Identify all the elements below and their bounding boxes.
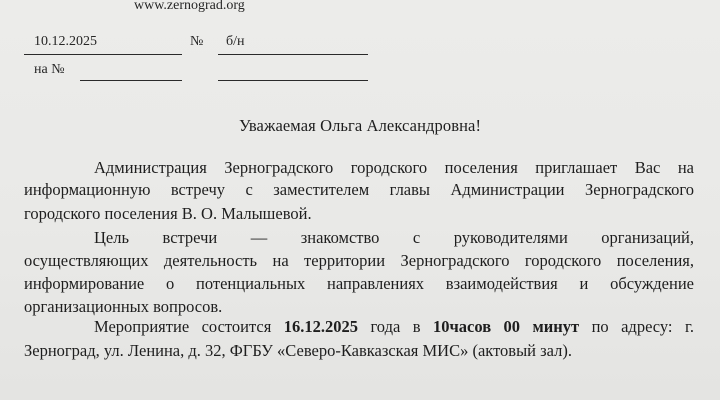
letter-greeting: Уважаемая Ольга Александровна! (238, 116, 482, 135)
paragraph-3-line-2: Зерноград, ул. Ленина, д. 32, ФГБУ «Северо-Кавказская МИС» (актовый зал). (24, 341, 572, 360)
paragraph-2-line-1: Цель встречи — знакомство с руководителями организаций, (94, 228, 694, 247)
date-underline (24, 54, 182, 55)
number-value: б/н (226, 34, 245, 49)
paragraph-3-line-1 (24, 317, 694, 337)
number-underline (218, 54, 368, 55)
website-url: www.zernograd.org (134, 0, 245, 13)
paragraph-2-line-2: осуществляющих деятельность на территории Зерноградского городского поселения, (24, 251, 694, 270)
number-label: № (190, 34, 204, 49)
letter-date: 10.12.2025 (34, 34, 97, 49)
reference-number-underline (218, 80, 368, 81)
paragraph-2-line-3: информирование о потенциальных направлениях взаимодействия и обсуждение (24, 274, 694, 293)
event-intro: Мероприятие состоится (94, 317, 284, 336)
event-connector: года в (358, 317, 433, 336)
paragraph-2-line-4: организационных вопросов. (24, 297, 223, 316)
paragraph-1-line-2: информационную встречу с заместителем главы Администрации Зерноградского (24, 180, 694, 199)
event-date: 16.12.2025 (283, 317, 358, 336)
event-address-lead: по адресу: г. (579, 317, 694, 336)
event-time: 10часов 00 минут (432, 317, 580, 336)
reference-label: на № (34, 62, 65, 77)
paragraph-1-line-3: городского поселения В. О. Малышевой. (24, 204, 312, 223)
paragraph-1-line-1: Администрация Зерноградского городского поселения приглашает Вас на (94, 158, 694, 177)
reference-date-underline (80, 80, 182, 81)
